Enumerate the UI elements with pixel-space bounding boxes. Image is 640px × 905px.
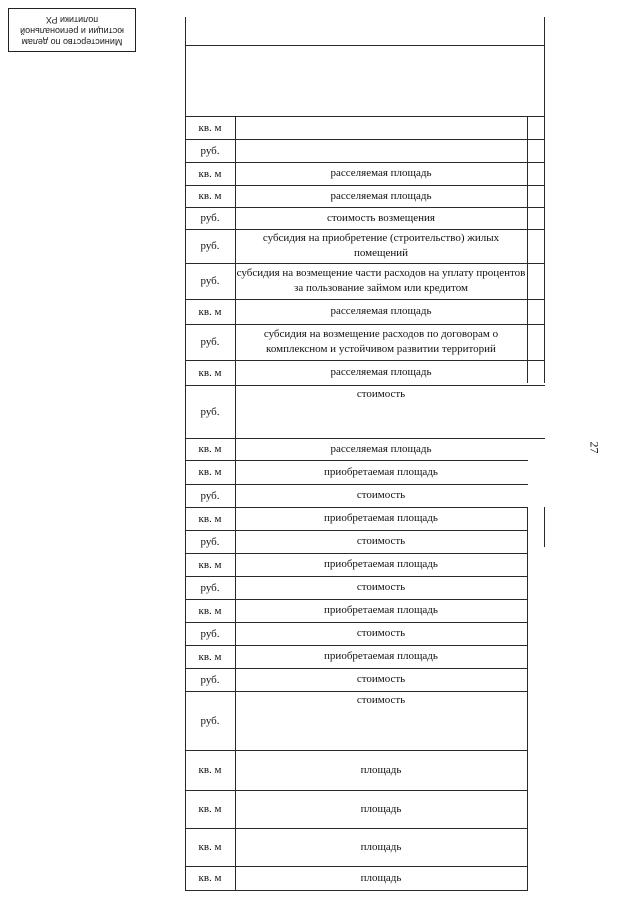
row-description: площадь [360, 802, 402, 815]
row-unit: руб. [200, 212, 220, 224]
row-unit: руб. [200, 405, 220, 418]
row-unit: руб. [200, 144, 220, 157]
desc-column-separator-upper [527, 116, 528, 383]
row-line [185, 890, 528, 891]
row-unit: кв. м [198, 604, 222, 617]
row-unit: руб. [200, 240, 220, 252]
row-description: расселяемая площадь [330, 189, 432, 202]
ministry-stamp [8, 8, 136, 52]
row-description: стоимость [356, 673, 406, 685]
row-unit: кв. м [198, 443, 222, 455]
row-description [235, 139, 527, 162]
row-description: приобретаемая площадь [324, 558, 438, 570]
row-unit: кв. м [198, 764, 222, 776]
row-unit: кв. м [198, 366, 222, 379]
row-unit: руб. [200, 673, 220, 686]
row-description: площадь [360, 871, 402, 884]
row-unit: руб. [200, 275, 220, 287]
row-description: стоимость [356, 627, 406, 639]
page-number: 27 [587, 441, 602, 454]
row-description: приобретаемая площадь [324, 650, 438, 662]
row-unit: руб. [200, 336, 220, 348]
stamp-line-3: политики РХ [45, 15, 99, 25]
row-description: приобретаемая площадь [324, 512, 438, 524]
row-description: площадь [360, 763, 402, 776]
row-description: расселяемая площадь [330, 366, 432, 378]
row-description: стоимость [356, 694, 406, 706]
row-description: стоимость возмещения [327, 211, 435, 224]
row-unit: кв. м [198, 190, 222, 202]
row-unit: кв. м [198, 305, 222, 318]
row-description: субсидия на приобретение (строительство) жилых помещений [262, 232, 500, 259]
row-unit: руб. [200, 714, 220, 727]
row-description: стоимость [356, 535, 406, 547]
stamp-line-1: Министерство по делам [21, 37, 123, 47]
row-description: субсидия на возмещение части расходов на уплату процентов за пользование займом или кредитом [236, 267, 526, 294]
row-description: расселяемая площадь [330, 167, 432, 179]
row-unit: кв. м [198, 841, 222, 853]
row-unit: кв. м [198, 121, 222, 134]
row-description: стоимость [356, 581, 406, 593]
row-unit: кв. м [198, 512, 222, 525]
row-description: расселяемая площадь [330, 442, 432, 455]
row-unit: руб. [200, 581, 220, 594]
row-description: приобретаемая площадь [324, 465, 438, 478]
row-unit: руб. [200, 535, 220, 548]
row-description: стоимость [356, 489, 406, 501]
desc-column-separator-lower [527, 507, 528, 890]
row-unit: кв. м [198, 167, 222, 180]
row-unit: кв. м [198, 803, 222, 815]
row-unit: кв. м [198, 872, 222, 884]
row-description [235, 116, 527, 139]
right-border-lower [544, 507, 545, 547]
row-description: субсидия на возмещение расходов по договорам о комплексном и устойчивом развитии территорий [263, 328, 499, 355]
stamp-line-2: юстиции и региональной [20, 26, 124, 36]
row-description: расселяемая площадь [330, 305, 432, 317]
row-unit: руб. [200, 489, 220, 502]
right-border-upper [544, 17, 545, 383]
row-unit: кв. м [198, 558, 222, 571]
header-line [185, 45, 545, 46]
row-unit: кв. м [198, 650, 222, 663]
row-description: площадь [360, 840, 402, 853]
row-description: приобретаемая площадь [324, 604, 438, 616]
row-unit: руб. [200, 627, 220, 640]
row-description: стоимость [356, 388, 406, 400]
row-unit: кв. м [198, 466, 222, 478]
